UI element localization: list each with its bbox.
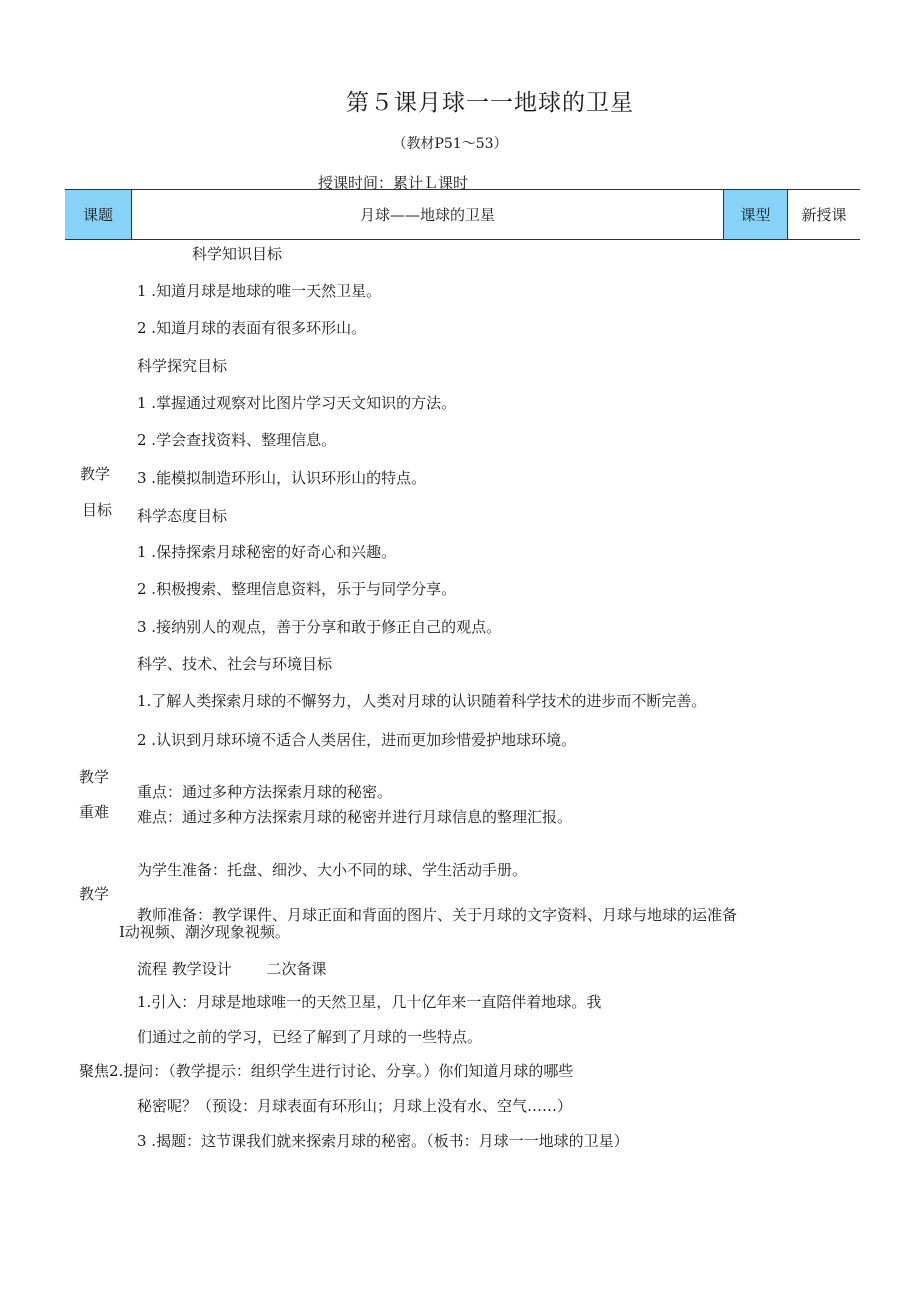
type-cell: 新授课 [801,206,847,224]
focus-point: 重点：通过多种方法探索月球的秘密。 [137,783,393,801]
keypoints-side-label-2: 重难 [79,803,110,821]
page-title: 第５课月球一一地球的卫星 [346,90,634,116]
process-line: 们通过之前的学习，已经了解到了月球的一些特点。 [137,1028,483,1046]
process-line: 聚焦2.提问：（教学提示：组织学生进行讨论、分享。）你们知道月球的哪些 [79,1062,574,1080]
process-line: 秘密呢？（预设：月球表面有环形山；月球上没有水、空气……） [137,1097,573,1115]
topic-cell: 月球——地球的卫星 [132,190,724,239]
objective-line: 1 .知道月球是地球的唯一天然卫星。 [137,282,382,300]
teacher-prep-line-2: I动视频、潮汐现象视频。 [119,923,290,941]
objective-line: 科学态度目标 [137,507,228,525]
objective-line: 科学知识目标 [192,245,283,263]
objective-line: 1 .保持探索月球秘密的好奇心和兴趣。 [137,543,397,561]
objective-line: 2 .认识到月球环境不适合人类居住，进而更加珍惜爱护地球环境。 [137,731,577,749]
process-line: 1.引入：月球是地球唯一的天然卫星，几十亿年来一直陪伴着地球。我 [137,993,602,1011]
objective-line: 3 .能模拟制造环形山，认识环形山的特点。 [137,469,427,487]
objective-line: 2 .知道月球的表面有很多环形山。 [137,319,367,337]
student-prep: 为学生准备：托盘、细沙、大小不同的球、学生活动手册。 [137,861,528,879]
prep-side-label: 教学 [79,885,110,903]
objective-line: 3 .接纳别人的观点，善于分享和敢于修正自己的观点。 [137,618,502,636]
objectives-side-label-1: 教学 [80,465,111,483]
process-line: 3 .揭题：这节课我们就来探索月球的秘密。（板书：月球一一地球的卫星） [137,1132,629,1150]
process-header: 流程 教学设计 二次备课 [137,960,327,978]
teacher-prep-line-1: 教师准备：教学课件、月球正面和背面的图片、关于月球的文字资料、月球与地球的运准备 [137,906,738,924]
textbook-pages: （教材P51～53） [392,136,508,152]
keypoints-side-label-1: 教学 [79,768,110,786]
objective-line: 2 .积极搜索、整理信息资料，乐于与同学分享。 [137,580,457,598]
topic-label-cell: 课题 [65,190,132,239]
objective-line: 2 .学会查找资料、整理信息。 [137,431,337,449]
objectives-side-label-2: 目标 [82,501,113,519]
type-label-cell: 课型 [724,190,788,239]
objective-line: 1.了解人类探索月球的不懈努力，人类对月球的认识随着科学技术的进步而不断完善。 [137,692,707,710]
objective-line: 科学、技术、社会与环境目标 [137,655,333,673]
objective-line: 科学探究目标 [137,357,228,375]
lesson-header-table [65,189,860,240]
class-time: 授课时间：累计Ｌ课时 [318,174,469,192]
difficulty-point: 难点：通过多种方法探索月球的秘密并进行月球信息的整理汇报。 [137,808,573,826]
objective-line: 1 .掌握通过观察对比图片学习天文知识的方法。 [137,394,457,412]
